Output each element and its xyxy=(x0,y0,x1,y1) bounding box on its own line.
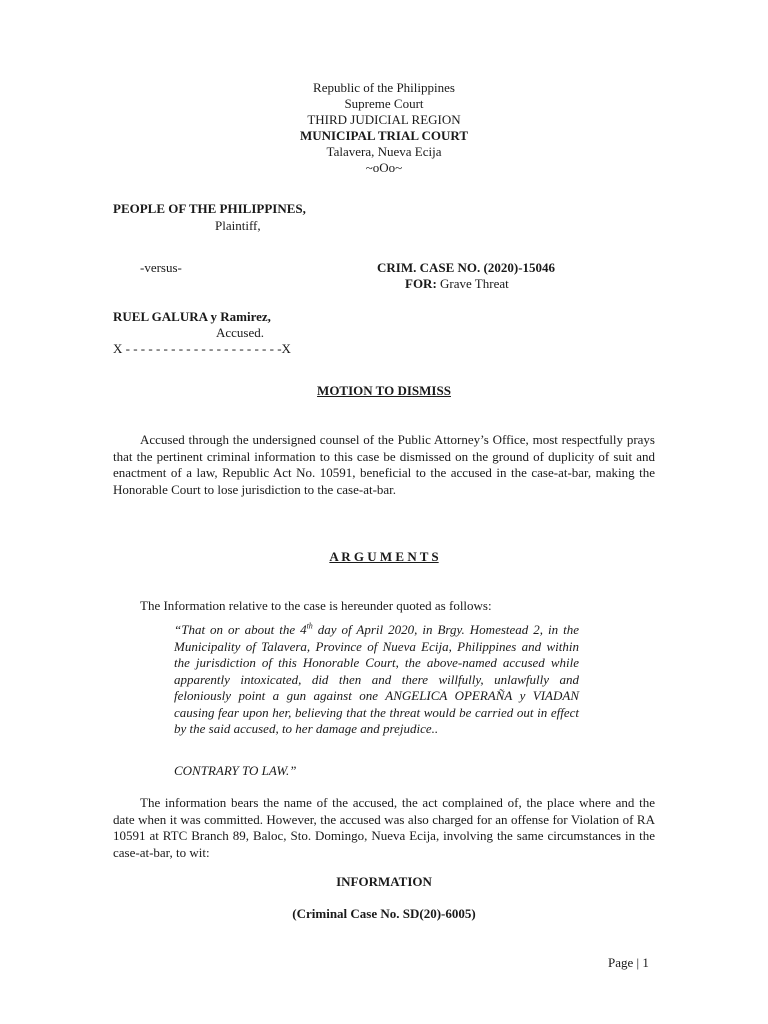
header-supreme-court: Supreme Court xyxy=(344,96,424,111)
quote-superscript: th xyxy=(306,621,313,631)
header-ornament: ~oOo~ xyxy=(365,160,403,175)
arguments-intro: The Information relative to the case is hereunder quoted as follows: xyxy=(140,598,492,613)
case-nature xyxy=(405,276,509,292)
paragraph-two: The information bears the name of the accused, the act complained of, the place where and the date when it was committed. However, the accused was also charged for an offense for Violation of RA 10591 at RTC Branch 89, Baloc, Sto. Domingo, Nueva Ecija, involving the same circumstances in the case-at-bar, to wit: xyxy=(113,795,655,860)
accused-role: Accused. xyxy=(216,325,265,340)
quoted-information xyxy=(174,622,579,738)
intro-paragraph: Accused through the undersigned counsel of the Public Attorney’s Office, most respectfully prays that the pertinent criminal information to this case be dismissed on the ground of duplicity of suit and enactment of a law, Republic Act No. 10591, beneficial to the accused in the case-at-bar, making the Honorable Court to lose jurisdiction to the case-at-bar. xyxy=(113,432,655,497)
case-nature-label: FOR: xyxy=(405,276,437,291)
document-title: MOTION TO DISMISS xyxy=(317,383,451,398)
criminal-case-number: (Criminal Case No. SD(20)-6005) xyxy=(292,906,476,921)
information-heading: INFORMATION xyxy=(336,874,432,889)
header-court-name: MUNICIPAL TRIAL COURT xyxy=(299,128,469,143)
court-header xyxy=(0,80,768,176)
case-nature-value: Grave Threat xyxy=(440,276,509,291)
quote-part2: day of April 2020, in Brgy. Homestead 2, in the Municipality of Talavera, Province of Nueva Ecija, Philippines and within the jurisdiction of this Honorable Court, the above-named accused while apparently intoxicated, did then and there willfully, unlawfully and feloniously point a gun against one ANGELICA OPERAÑA y VIADAN causing fear upon her, believing that the threat would be carried out in effect by the said accused, to her damage and prejudice.. xyxy=(174,622,579,736)
plaintiff-role: Plaintiff, xyxy=(215,218,261,233)
versus-label: -versus- xyxy=(140,260,182,275)
accused-name: RUEL GALURA y Ramirez, xyxy=(113,309,271,324)
arguments-heading: A R G U M E N T S xyxy=(329,549,439,564)
quote-part1: “That on or about the 4 xyxy=(174,622,307,637)
quote-closing: CONTRARY TO LAW.” xyxy=(174,763,297,778)
header-region: THIRD JUDICIAL REGION xyxy=(307,112,461,127)
header-republic: Republic of the Philippines xyxy=(313,80,455,95)
page-number: Page | 1 xyxy=(608,955,649,970)
case-number: CRIM. CASE NO. (2020)-15046 xyxy=(377,260,556,275)
caption-separator: X - - - - - - - - - - - - - - - - - - - - -X xyxy=(113,341,291,356)
header-location: Talavera, Nueva Ecija xyxy=(326,144,442,159)
plaintiff-name: PEOPLE OF THE PHILIPPINES, xyxy=(113,201,306,216)
